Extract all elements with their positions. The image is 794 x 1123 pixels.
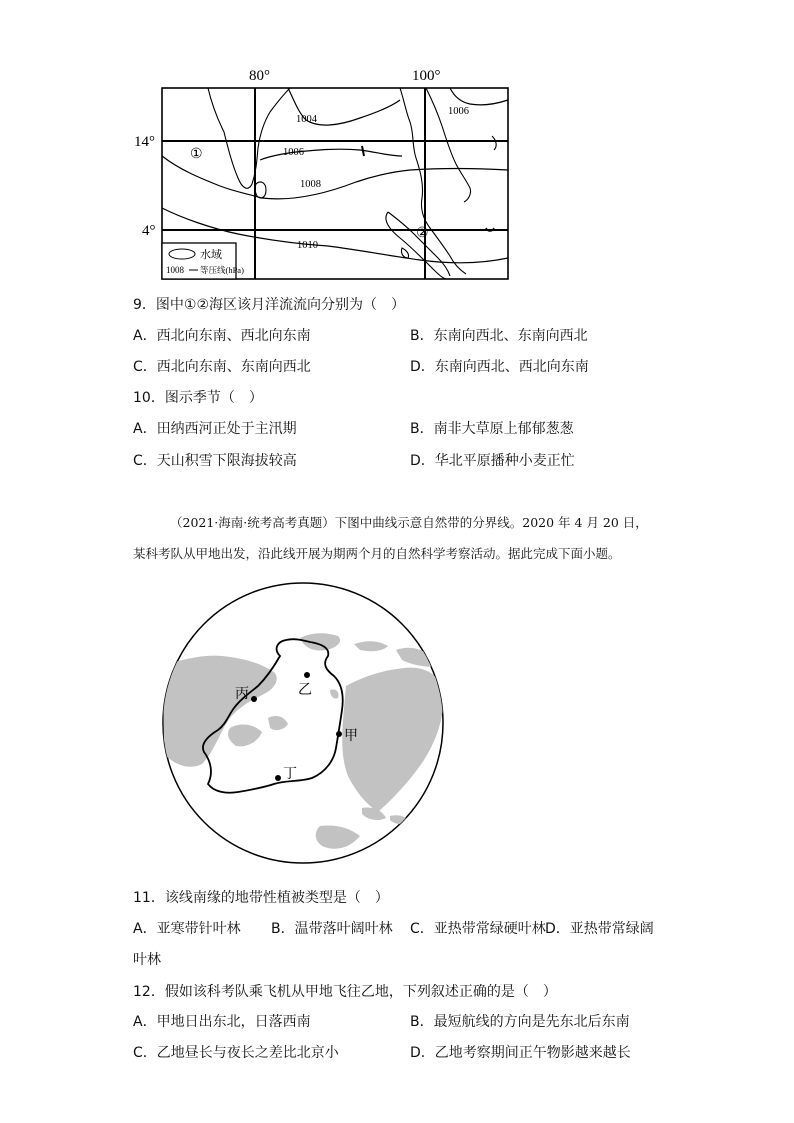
sea-marker-1: ① [190, 147, 203, 162]
legend-isobar-label: 等压线(hPa) [200, 265, 244, 275]
isobar-1006-label: 1006 [283, 147, 304, 158]
q11-stem: 11．该线南缘的地带性植被类型是（ ） [133, 890, 389, 906]
isobar-1006-label-east: 1006 [448, 106, 469, 117]
place-dot-jia [336, 731, 342, 737]
q12-option-c[interactable]: C．乙地昼长与夜长之差比北京小 [133, 1045, 339, 1061]
polar-map [150, 580, 462, 872]
place-label-ding: 丁 [283, 767, 297, 782]
q9-option-b[interactable]: B．东南向西北、东南向西北 [410, 328, 588, 344]
q12-option-d[interactable]: D．乙地考察期间正午物影越来越长 [410, 1045, 631, 1061]
place-dot-bing [251, 696, 257, 702]
q12-option-a[interactable]: A．甲地日出东北，日落西南 [133, 1014, 311, 1030]
place-dot-yi [304, 672, 310, 678]
passage-intro-line2: 某科考队从甲地出发，沿此线开展为期两个月的自然科学考察活动。据此完成下面小题。 [133, 546, 621, 561]
legend-isobar-sample: 1008 [166, 265, 184, 275]
q10-stem: 10．图示季节（ ） [133, 390, 263, 406]
isobar-map [120, 60, 540, 285]
q11-option-b[interactable]: B．温带落叶阔叶林 [271, 921, 393, 937]
q9-stem: 9．图中①②海区该月洋流流向分别为（ ） [133, 297, 406, 313]
lon-label-100: 100° [412, 68, 441, 84]
water-legend-symbol [169, 249, 195, 259]
q12-stem: 12．假如该科考队乘飞机从甲地飞往乙地，下列叙述正确的是（ ） [133, 984, 557, 1000]
isobar-1008-label: 1008 [300, 179, 321, 190]
place-label-jia: 甲 [344, 729, 358, 744]
q11-option-d[interactable]: D．亚热带常绿阔 [545, 921, 654, 937]
place-dot-ding [275, 775, 281, 781]
sea-marker-2: ② [416, 226, 429, 241]
q12-option-b[interactable]: B．最短航线的方向是先东北后东南 [410, 1014, 630, 1030]
place-label-bing: 丙 [235, 687, 249, 702]
q10-option-c[interactable]: C．天山积雪下限海拔较高 [133, 453, 297, 469]
q9-option-a[interactable]: A．西北向东南、西北向东南 [133, 328, 311, 344]
isobar-1004-label: 1004 [296, 114, 317, 125]
isobar-1010-label: 1010 [297, 240, 318, 251]
legend-water-label: 水域 [200, 249, 222, 261]
q10-option-a[interactable]: A．田纳西河正处于主汛期 [133, 421, 297, 437]
map-legend [162, 243, 244, 279]
lat-label-14: 14° [134, 134, 155, 150]
q11-option-c[interactable]: C．亚热带常绿硬叶林 [410, 921, 546, 937]
q11-option-a[interactable]: A．亚寒带针叶林 [133, 921, 241, 937]
passage-intro-line1: （2021·海南·统考高考真题）下图中曲线示意自然带的分界线。2020 年 4 月 20 日， [170, 515, 648, 530]
q9-option-c[interactable]: C．西北向东南、东南向西北 [133, 359, 311, 375]
q9-option-d[interactable]: D．东南向西北、西北向东南 [410, 359, 589, 375]
place-label-yi: 乙 [298, 683, 312, 698]
q11-option-d-continuation: 叶林 [133, 952, 161, 968]
q10-option-b[interactable]: B．南非大草原上郁郁葱葱 [410, 421, 574, 437]
q10-option-d[interactable]: D．华北平原播种小麦正忙 [410, 453, 575, 469]
lon-label-80: 80° [249, 68, 270, 84]
lat-label-4: 4° [142, 223, 156, 239]
